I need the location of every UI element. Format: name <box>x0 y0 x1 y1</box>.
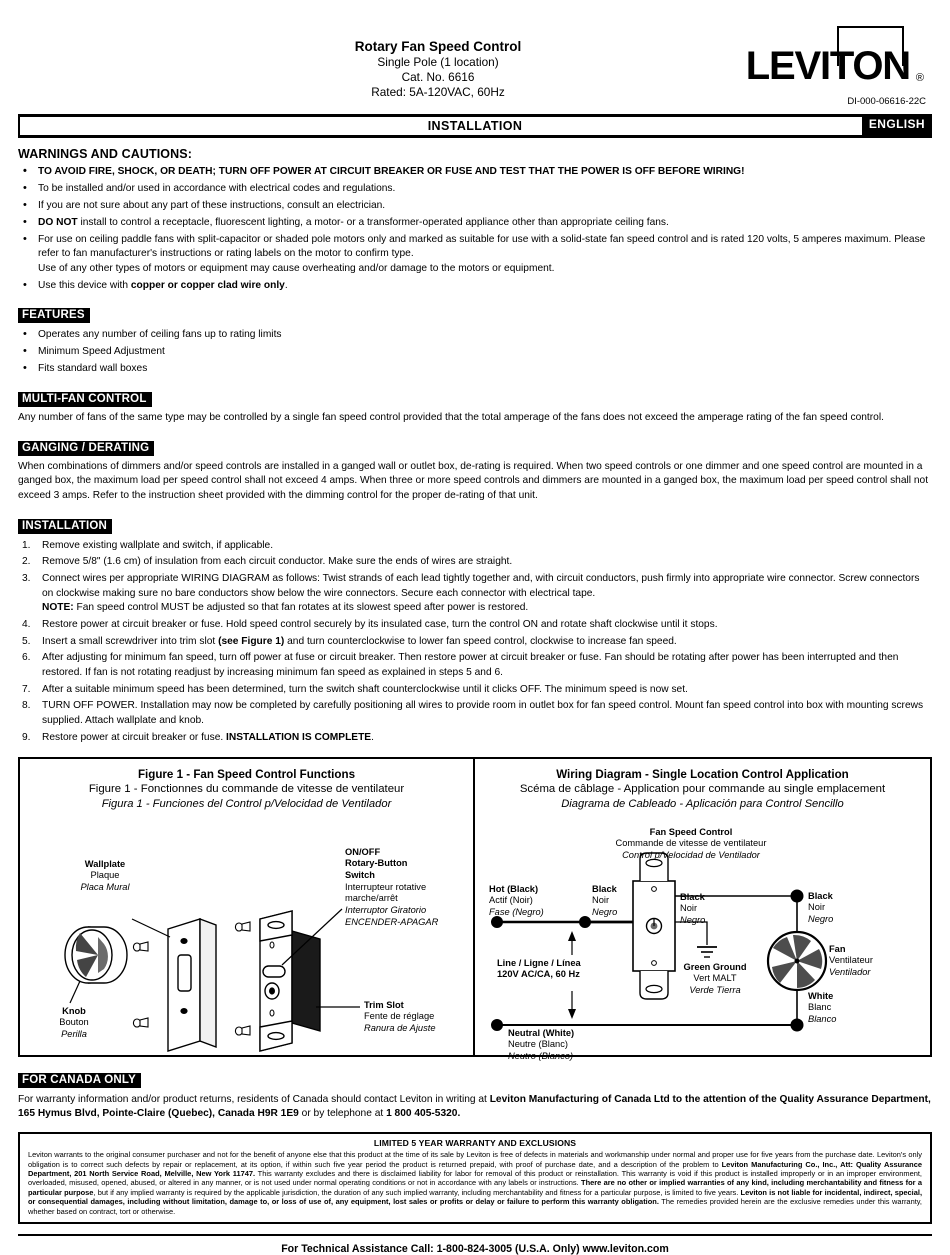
warning-text: install to control a receptacle, fluorescent lighting, a motor- or a transformer-operated appliance other than appropriate ceiling fans. <box>77 216 669 228</box>
installation-section <box>18 516 932 746</box>
label-black-mid-es: Negro <box>680 914 706 925</box>
canada-phone: 1 800 405-5320. <box>386 1108 461 1120</box>
install-step-text-after: . <box>371 731 374 743</box>
warning-item: • TO AVOID FIRE, SHOCK, OR DEATH; TURN OFF POWER AT CIRCUIT BREAKER OR FUSE AND TEST THAT THE POWER IS OFF BEFORE WIRING! <box>18 165 932 179</box>
ganging-heading: GANGING / DERATING <box>18 441 154 456</box>
install-note-label: NOTE: <box>42 602 74 614</box>
wiring-title-es: Diagrama de Cableado - Aplicación para Control Sencillo <box>561 798 844 811</box>
label-ground-es: Verde Tierra <box>689 984 741 995</box>
install-step <box>18 635 932 650</box>
language-badge: ENGLISH <box>862 116 932 135</box>
label-black-right-en: Black <box>808 890 833 901</box>
label-trim-slot <box>364 1000 436 1035</box>
warranty-body <box>28 1150 922 1216</box>
label-device-en: Fan Speed Control <box>649 826 733 837</box>
label-fan-fr: Ventilateur <box>829 955 873 966</box>
label-black-right-es: Negro <box>808 913 834 924</box>
warning-text: For use on ceiling paddle fans with split-capacitor or shaded pole motors only and marked as suitable for use with a solid-state fan speed control and is rated 120 volts, 5 amperes maximum. Please refer to fan manufacturer's instructions or rating labels on the motor to confirm type. <box>38 233 926 260</box>
label-line-voltage <box>497 958 581 981</box>
figure1-title-es: Figura 1 - Funciones del Control p/Velocidad de Ventilador <box>101 798 392 811</box>
page-title: Rotary Fan Speed Control <box>354 39 522 54</box>
warning-period: . <box>284 279 288 291</box>
install-step-text: Restore power at circuit breaker or fuse. <box>42 731 227 743</box>
label-switch-es1: Interruptor Giratorio <box>345 905 427 916</box>
warning-item <box>18 216 932 230</box>
feature-item: • Fits standard wall boxes <box>18 362 932 376</box>
document-header <box>18 0 932 107</box>
label-hot <box>489 884 544 919</box>
install-step: Remove 5/8" (1.6 cm) of insulation from each circuit conductor. Make sure the ends of wires are straight. <box>42 556 513 568</box>
install-step <box>18 572 932 616</box>
label-device-fr: Commande de vitesse de ventilateur <box>615 838 767 849</box>
label-device-es: Control p/Velocidad de Ventilador <box>622 849 760 860</box>
label-knob-en: Knob <box>62 1005 86 1016</box>
label-white-fr: Blanc <box>808 1002 832 1013</box>
install-note-text: Fan speed control MUST be adjusted so that fan rotates at its slowest speed after power is restored. <box>73 602 529 614</box>
warranty-box <box>18 1132 932 1224</box>
warranty-b3: Leviton is not liable for incidental, indirect, special, or consequential damages, including without limitation, damage to, or loss of use of, any equipment, lost sales or profits or delay or failure to perform this warranty obligation. <box>28 1187 923 1207</box>
label-black-mid <box>680 892 705 927</box>
wiring-title-fr: Scéma de câblage - Application pour commande au single emplacement <box>519 783 886 796</box>
warranty-t1: Leviton warrants to the original consumer purchaser and not for the benefit of anyone else that this product at the time of its sale by Leviton is free of defects in materials and workmanship under normal and proper use for five years from the purchase date. Leviton's only obligation is to correct such defects by repair or replacement, at its option, if within such five year period the product is returned prepaid, with proof of purchase date, and a description of the problem to <box>28 1150 922 1169</box>
install-step-text: Insert a small screwdriver into trim slot <box>42 635 219 647</box>
label-fan-es: Ventilador <box>829 966 871 977</box>
multifan-body: Any number of fans of the same type may be controlled by a single fan speed control provided that the total amperage of the fans does not exceed the amperage rating of the fan speed control. <box>18 411 884 423</box>
label-knob <box>28 1006 120 1041</box>
label-rotary-switch <box>345 847 438 929</box>
label-white-es: Blanco <box>808 1013 837 1024</box>
label-black-left-en: Black <box>592 883 617 894</box>
figure1-panel <box>20 759 475 1055</box>
warranty-b2: There are no other or implied warranties of any kind, including merchantability and fitness for a particular purpose <box>28 1178 922 1197</box>
label-black-left <box>592 884 617 919</box>
features-list <box>18 328 932 376</box>
warning-text: Use this device with <box>38 279 131 291</box>
warnings-list <box>18 165 932 293</box>
label-switch-en2: Rotary-Button <box>345 858 408 869</box>
label-hot-en: Hot (Black) <box>489 883 539 894</box>
label-fan <box>829 944 873 979</box>
label-black-mid-fr: Noir <box>680 903 698 914</box>
install-step: Remove existing wallplate and switch, if applicable. <box>42 539 274 551</box>
install-step: After a suitable minimum speed has been determined, turn the switch shaft counterclockwise until it clicks OFF. The minimum speed is now set. <box>42 683 688 695</box>
canada-heading: FOR CANADA ONLY <box>18 1073 141 1088</box>
label-hot-fr: Actif (Noir) <box>489 895 533 906</box>
warnings-heading: WARNINGS AND CAUTIONS: <box>18 147 192 161</box>
warranty-t3: , but if any implied warranty is required by the applicable jurisdiction, the duration of any such implied warranty, including merchantability and fitness for a particular purpose, is limited to five years. <box>93 1187 741 1197</box>
figure1-title-en: Figure 1 - Fan Speed Control Functions <box>137 767 356 781</box>
installation-steps <box>18 539 932 746</box>
registered-trademark-icon: ® <box>915 72 924 84</box>
wiring-panel <box>475 759 930 1061</box>
logo-wordmark: LEVITON <box>745 44 910 88</box>
multifan-heading: MULTI-FAN CONTROL <box>18 392 152 407</box>
label-ground-en: Green Ground <box>683 961 747 972</box>
label-wallplate-es: Placa Mural <box>80 881 130 892</box>
label-switch-en3: Switch <box>345 869 375 880</box>
install-step <box>18 731 932 746</box>
label-ground-fr: Vert MALT <box>693 973 737 984</box>
figure1-title-fr: Figure 1 - Fonctionnes du commande de vitesse de ventilateur <box>88 783 405 796</box>
label-hot-es: Fase (Negro) <box>489 906 544 917</box>
product-title-block <box>253 38 623 101</box>
label-black-right <box>808 891 833 926</box>
label-trimslot-es: Ranura de Ajuste <box>364 1022 436 1033</box>
installation-banner <box>18 114 932 138</box>
feature-item: • Operates any number of ceiling fans up to rating limits <box>18 328 932 342</box>
label-black-left-fr: Noir <box>592 895 610 906</box>
install-step: After adjusting for minimum fan speed, turn off power at fuse or circuit breaker. Then restore power at circuit breaker or fuse. Fan should be rotating after power has been interrupted and then restored. If fan is not rotating readjust by increasing minimum fan speed as explained in steps 5 and 6. <box>42 652 899 679</box>
label-black-mid-en: Black <box>680 891 705 902</box>
footer: For Technical Assistance Call: 1-800-824-3005 (U.S.A. Only) www.leviton.com <box>18 1234 932 1255</box>
label-line-1: Line / Ligne / Línea <box>497 957 581 968</box>
warning-trail-bold: copper or copper clad wire only <box>130 279 285 291</box>
install-step-bold: (see Figure 1) <box>218 635 285 647</box>
banner-title: INSTALLATION <box>427 119 523 133</box>
label-neutral-en: Neutral (White) <box>508 1027 575 1038</box>
label-fan-speed-control <box>561 827 821 862</box>
diagram-panels <box>18 757 932 1061</box>
canada-address: Leviton Manufacturing of Canada Ltd to the attention of the Quality Assurance Department, 165 Hymus Blvd, Pointe-Claire (Quebec), Canada H9R 1E9 <box>18 1093 931 1120</box>
warning-item <box>18 279 932 293</box>
ganging-body: When combinations of dimmers and/or speed controls are installed in a ganged wall or outlet box, de-rating is required. When two speed controls or one dimmer and one speed control are mounted in a ganged box, the maximum load per speed control shall not exceed 4 amps. When three or more speed controls and dimmers are mounted in a ganged box, the maximum load per speed control shall not exceed 3 amps. Refer to the instruction sheet provided with the dimming control for the proper de-rating of that unit. <box>18 460 929 501</box>
label-switch-es2: ENCENDER-APAGAR <box>345 916 439 927</box>
label-switch-fr1: Interrupteur rotative <box>345 881 427 892</box>
label-switch-en1: ON/OFF <box>345 846 381 857</box>
label-white-en: White <box>808 990 834 1001</box>
install-step-bold: INSTALLATION IS COMPLETE <box>226 731 372 743</box>
warning-text-cont: Use of any other types of motors or equipment may cause overheating and/or damage to the motors or equipment. <box>38 262 555 274</box>
product-subtitle-pole: Single Pole (1 location) <box>377 55 499 70</box>
label-switch-fr2: marche/arrêt <box>345 893 398 904</box>
label-line-2: 120V AC/CA, 60 Hz <box>497 969 580 980</box>
warranty-t2: This warranty excludes and there is disclaimed liability for labor for removal of this product or reinstallation. This warranty is void if this product is installed improperly or in an improper environment, overloaded, misused, opened, abused, or altered in any manner, or is not used under normal operating conditions or not in accordance with any labels or instructions. <box>28 1168 922 1188</box>
warranty-t4: The remedies provided herein are the exclusive remedies under this warranty, whether based on contract, tort or otherwise. <box>28 1197 922 1216</box>
install-step-text: Connect wires per appropriate WIRING DIAGRAM as follows: Twist strands of each lead tightly together and, with circuit conductors, push firmly into appropriate wire connector. Screw connectors on clockwise making sure no bare conductors show below the wire connectors. Secure each connector with electrical tape. <box>42 572 920 599</box>
ganging-section <box>18 438 932 504</box>
canada-body <box>18 1093 932 1123</box>
warning-item: • To be installed and/or used in accordance with electrical codes and regulations. <box>18 182 932 196</box>
leviton-logo <box>726 26 926 88</box>
product-rating: Rated: 5A-120VAC, 60Hz <box>371 85 505 100</box>
feature-item: • Minimum Speed Adjustment <box>18 345 932 359</box>
label-knob-fr: Bouton <box>59 1017 89 1028</box>
label-neutral <box>508 1028 574 1063</box>
install-step: TURN OFF POWER. Installation may now be completed by carefully positioning all wires to provide room in outlet box for fan speed control. Mount fan speed control into box with mounting screws supplied. Attach wallplate and knob. <box>42 700 924 727</box>
features-heading: FEATURES <box>18 308 90 323</box>
warning-lead-bold: DO NOT <box>38 216 78 228</box>
warranty-b1: Leviton Manufacturing Co., Inc., Att: Quality Assurance Department, 201 North Service Road, Melville, New York 11747. <box>28 1159 922 1178</box>
warning-item: • If you are not sure about any part of these instructions, consult an electrician. <box>18 199 932 213</box>
label-wallplate-en: Wallplate <box>84 858 126 869</box>
installation-heading: INSTALLATION <box>18 519 112 534</box>
warranty-title: LIMITED 5 YEAR WARRANTY AND EXCLUSIONS <box>373 1138 577 1149</box>
multifan-section <box>18 389 932 426</box>
canada-text-1: For warranty information and/or product returns, residents of Canada should contact Leviton in writing at <box>18 1093 490 1105</box>
install-step: Restore power at circuit breaker or fuse. Hold speed control securely by its insulated case, turn the control ON and rotate shaft clockwise until it stops. <box>42 619 718 631</box>
label-white <box>808 991 836 1026</box>
features-section <box>18 305 932 376</box>
label-neutral-fr: Neutre (Blanc) <box>508 1039 568 1050</box>
install-step-text-after: and turn counterclockwise to lower fan speed control, clockwise to increase fan speed. <box>284 635 677 647</box>
label-green-ground <box>665 962 765 997</box>
label-trimslot-fr: Fente de réglage <box>364 1011 435 1022</box>
label-wallplate <box>50 859 160 894</box>
label-fan-en: Fan <box>829 943 846 954</box>
label-black-right-fr: Noir <box>808 902 826 913</box>
label-knob-es: Perilla <box>61 1028 87 1039</box>
product-catalog-number: Cat. No. 6616 <box>401 70 475 85</box>
label-black-left-es: Negro <box>592 906 618 917</box>
document-code: DI-000-06616-22C <box>847 96 926 107</box>
label-neutral-es: Neutro (Blanco) <box>508 1050 574 1061</box>
canada-section <box>18 1070 932 1123</box>
wiring-title-en: Wiring Diagram - Single Location Control Application <box>556 767 849 781</box>
label-trimslot-en: Trim Slot <box>364 999 404 1010</box>
warning-item <box>18 233 932 276</box>
label-wallplate-fr: Plaque <box>90 870 120 881</box>
canada-text-2: or by telephone at <box>298 1108 387 1120</box>
